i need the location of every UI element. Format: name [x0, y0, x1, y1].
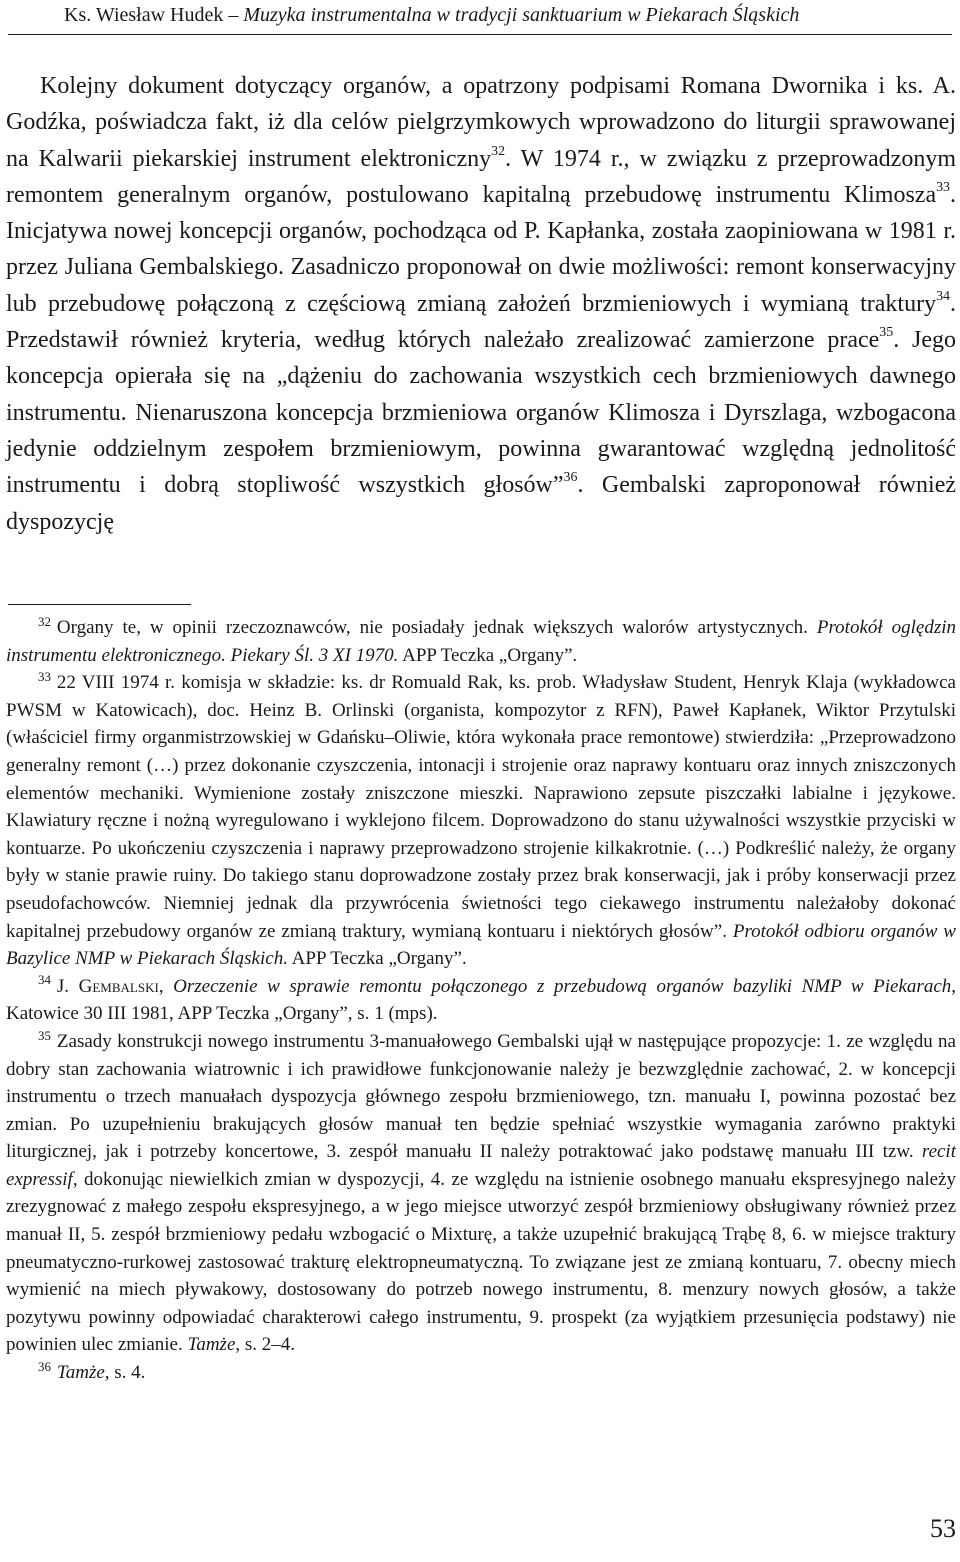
footnote-separator: [8, 604, 191, 605]
footnote-36: [6, 1359, 956, 1387]
footnote-33: [6, 669, 956, 973]
body-paragraph: [6, 68, 956, 540]
footnote-source-title: Orzeczenie w sprawie remontu połączonego z przebudową organów bazyliki NMP w Piekarach: [173, 975, 952, 997]
footnote-italic-term: recit expressif: [6, 1141, 956, 1190]
body-text: . Jego koncepcja opierała się na „dążeniu do zachowania wszystkich cech brzmieniowych dawnego instrumentu. Nienaruszona koncepcja brzmieniowa organów Klimosza i Dyrszlaga, wzbogacona jedynie oddzielnym zespołem brzmieniowym, powinna gwarantować względną jednolitość instrumentu i dobrą stopliwość wszystkich głosów”: [6, 327, 956, 499]
footnote-35: [6, 1028, 956, 1359]
body-text: . Przedstawił również kryteria, według których należało zrealizować zamierzone prace: [6, 290, 956, 354]
header-author: Ks. Wiesław Hudek –: [64, 4, 244, 26]
footnote-text: Zasady konstrukcji nowego instrumentu 3-manuałowego Gembalski ujął w następujące propozycje: 1. ze względu na dobry stan zachowania wiatrownic i ich prawidłowe funkcjonowanie należy je bezwzględnie zachować, 2. w koncepcji instrumentu o trzech manuałach dyspozycja głównego zespołu brzmieniowego, tzn. manuału I, powinna pozostać bez zmian. Po uzupełnieniu brakujących głosów manuał ten będzie spełniać wszystkie wymagania zarówno praktyki liturgicznej, jak i potrzeby koncertowe, 3. zespół manuału II należy potraktować jako podstawę manuału III tzw.: [6, 1030, 956, 1163]
footnote-text: , s. 2–4.: [235, 1334, 296, 1356]
body-text: . W 1974 r., w związku z przeprowadzonym remontem generalnym organów, postulowano kapitalną przebudowę instrumentu Klimosza: [6, 145, 957, 208]
footnote-ibid: Tamże: [187, 1334, 236, 1356]
footnote-author-initial: J.: [56, 975, 79, 997]
footnote-34: [6, 973, 956, 1028]
footnote-text: , dokonując niewielkich zmian w dyspozycji, 4. ze względu na istnienie osobnego manuału ekspresyjnego należy zrezygnować z małego zespołu ekspresyjnego, a w jego miejsce utworzyć zespół brzmieniowy obsługiwany również przez manuał II, 5. zespół brzmieniowy pedału wzbogacić o Mixturę, a także uzupełnić brakującą Trąbę 8, 6. w miejsce traktury pneumatyczno-rurkowej zastosować trakturę elektropneumatyczną. To związane jest ze zmianą kontuaru, 7. obecny miech wymienić na miech pływakowy, dostosowany do potrzeb nowego instrumentu, 8. menzury nowych głosów, a także pozytywu powinny odpowiadać charakterowi całego instrumentu, 9. prospekt (za wyjątkiem przesunięcia podstawy) nie powinien ulec zmianie.: [6, 1168, 956, 1356]
footnote-number: 34: [38, 972, 51, 988]
running-header-text: [64, 4, 799, 27]
footnote-32: [6, 614, 956, 669]
footnotes: [6, 614, 956, 1387]
main-text: [6, 68, 956, 540]
footnote-number: 36: [38, 1358, 51, 1374]
footnote-ibid: Tamże: [56, 1362, 105, 1384]
footnote-number: 32: [38, 613, 51, 629]
running-header: [8, 0, 952, 35]
footnote-source-title: Protokół odbioru organów w Bazylice NMP w Piekarach Śląskich.: [6, 920, 956, 970]
footnote-ref-36[interactable]: 36: [563, 470, 578, 486]
footnote-source-title: Protokół oględzin instrumentu elektronicznego. Piekary Śl. 3 XI 1970.: [6, 617, 957, 666]
body-text: . Gembalski zaproponował również dyspozycję: [6, 472, 957, 535]
page-number: 53: [930, 1514, 956, 1543]
body-text: Kolejny dokument dotyczący organów, a opatrzony podpisami Romana Dwornika i ks. A. Godźka, poświadcza fakt, iż dla celów pielgrzymkowych wprowadzono do liturgii sprawowanej na Kalwarii piekarskiej instrument elektroniczny: [6, 73, 956, 172]
body-text: . Inicjatywa nowej koncepcji organów, pochodząca od P. Kapłanka, została zaopiniowana w 1981 r. przez Juliana Gembalskiego. Zasadniczo proponował on dwie możliwości: remont konserwacyjny lub przebudowę połączoną z częściową zmianą założeń brzmieniowych i wymianą traktury: [6, 181, 956, 317]
footnote-ref-33[interactable]: 33: [936, 179, 950, 195]
footnote-ref-34[interactable]: 34: [936, 288, 950, 304]
footnote-text: , Katowice 30 III 1981, APP Teczka „Organy”, s. 1 (mps).: [6, 975, 957, 1025]
footnote-text: APP Teczka „Organy”.: [287, 948, 467, 970]
footnote-text: , s. 4.: [104, 1362, 146, 1384]
footnote-text: ,: [158, 975, 174, 997]
footnote-ref-35[interactable]: 35: [879, 325, 894, 340]
footnote-number: 35: [38, 1027, 51, 1043]
footnote-number: 33: [38, 668, 51, 684]
footnote-text: APP Teczka „Organy”.: [398, 644, 578, 666]
footnote-text: Organy te, w opinii rzeczoznawców, nie posiadały jednak większych walorów artystycznych.: [56, 617, 817, 638]
footnote-author-name: Gembalski: [78, 975, 159, 997]
footnote-ref-32[interactable]: 32: [491, 143, 506, 159]
footnote-text: 22 VIII 1974 r. komisja w składzie: ks. dr Romuald Rak, ks. prob. Władysław Student, Henryk Klaja (wykładowca PWSM w Katowicach), doc. Heinz B. Orlinski (organista, kompozytor z RFN), Paweł Kapłanek, Wiktor Przytulski (właściciel firmy organmistrzowskiej w Gdańsku–Oliwie, która wykonała prace remontowe) stwierdziła: „Przeprowadzono generalny remont (…) przez dokonanie czyszczenia, intonacji i strojenie oraz naprawy kontuaru oraz innych zniszczonych elementów mechaniki. Wymienione zostały zniszczone mieszki. Naprawiono zepsute piszczałki labialne i językowe. Klawiatury ręczne i nożną wyregulowano i wyklejono filcem. Doprowadzono do stanu używalności wszystkie przyciski w kontuarze. Po ukończeniu czyszczenia i naprawy przeprowadzono strojenie kilkakrotnie. (…) Podkreślić należy, że organy były w stanie prawie ruiny. Do takiego stanu doprowadzone zostały przez brak konserwacji, jak i próby konserwacji przez pseudofachowców. Niemniej jednak dla przywrócenia świetności tego ciekawego instrumentu należałoby dokonać kapitalnej przebudowy organów ze zmianą traktury, wymianą kontuaru i niektórych głosów”.: [6, 672, 956, 942]
header-title: Muzyka instrumentalna w tradycji sanktuarium w Piekarach Śląskich: [243, 4, 800, 26]
